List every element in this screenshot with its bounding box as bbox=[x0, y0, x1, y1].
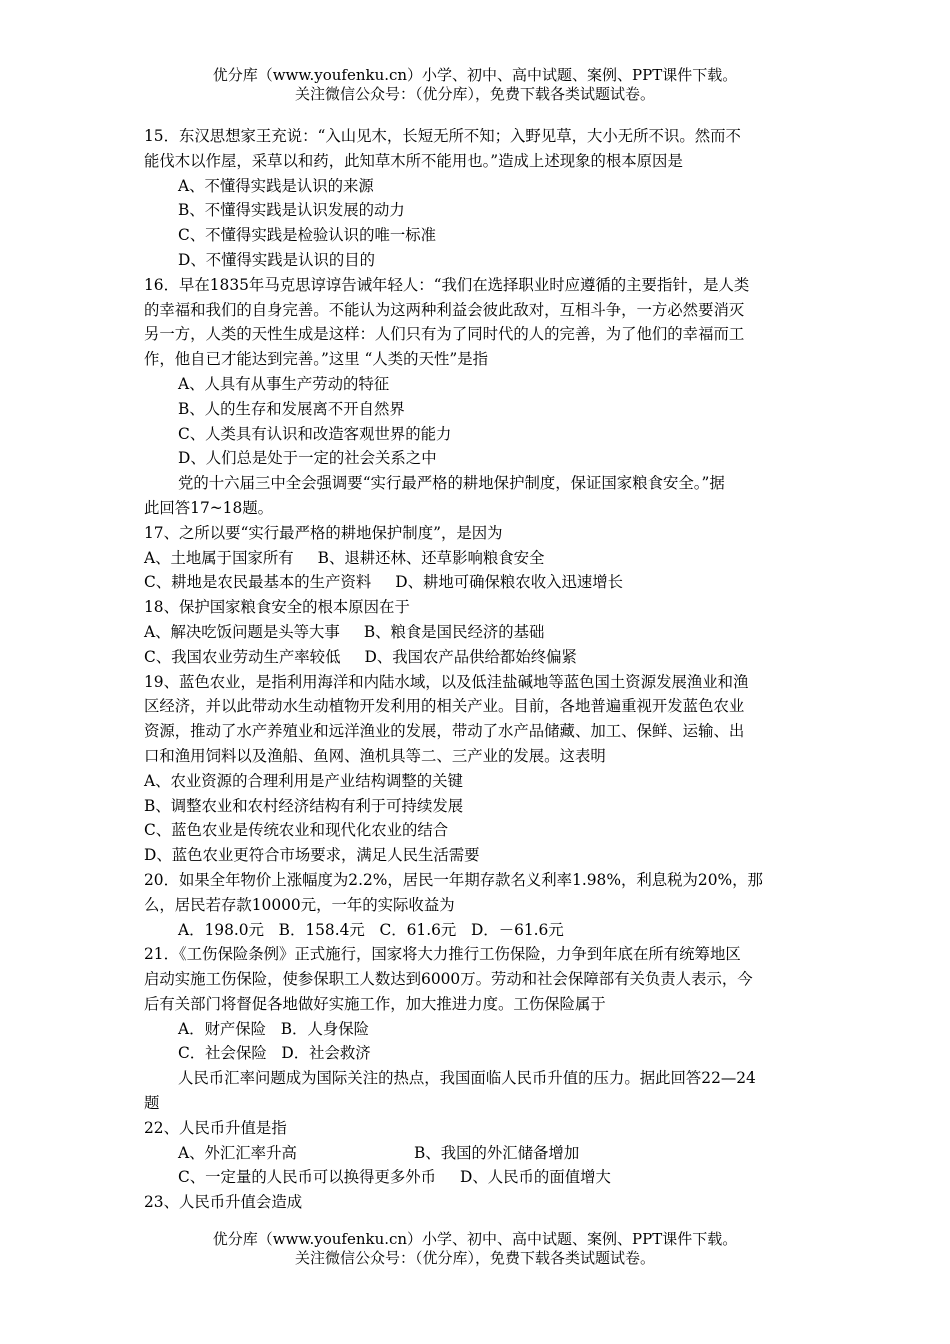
options-row: C．社会保险 D．社会救济 bbox=[178, 1044, 371, 1063]
page-footer bbox=[0, 1230, 950, 1268]
question-stem: 区经济，并以此带动水生动植物开发利用的相关产业。目前，各地普遍重视开发蓝色农业 bbox=[144, 697, 745, 716]
question-stem: 启动实施工伤保险，使参保职工人数达到6000万。劳动和社会保障部有关负责人表示，今 bbox=[144, 970, 753, 989]
question-stem: 16．早在1835年马克思谆谆告诫年轻人：“我们在选择职业时应遵循的主要指针，是人类 bbox=[144, 275, 750, 294]
question-stem: 23、人民币升值会造成 bbox=[144, 1193, 303, 1212]
header-line-2: 关注微信公众号：（优分库），免费下载各类试题试卷。 bbox=[294, 85, 655, 103]
question-stem: 资源，推动了水产养殖业和远洋渔业的发展，带动了水产品储藏、加工、保鲜、运输、出 bbox=[144, 722, 745, 741]
question-stem: 20．如果全年物价上涨幅度为2.2%，居民一年期存款名义利率1.98%，利息税为20%，那 bbox=[144, 870, 763, 889]
question-stem: 么，居民若存款10000元，一年的实际收益为 bbox=[144, 895, 455, 914]
question-stem: 口和渔用饲料以及渔船、鱼网、渔机具等二、三产业的发展。这表明 bbox=[144, 746, 606, 765]
question-stem: 的幸福和我们的自身完善。不能认为这两种利益会彼此敌对，互相斗争，一方必然要消灭 bbox=[144, 300, 745, 319]
options-row bbox=[144, 570, 806, 595]
option-d: D、蓝色农业更符合市场要求，满足人民生活需要 bbox=[144, 846, 480, 865]
question-stem: 15．东汉思想家王充说：“入山见木，长短无所不知；入野见草，大小无所不识。然而不 bbox=[144, 127, 741, 145]
option-d: D、不懂得实践是认识的目的 bbox=[178, 250, 376, 269]
option-b: B、粮食是国民经济的基础 bbox=[363, 622, 545, 641]
option-a: A、土地属于国家所有 bbox=[144, 548, 294, 567]
question-17 bbox=[144, 521, 806, 595]
option-c: C、我国农业劳动生产率较低 bbox=[144, 647, 341, 666]
footer-line-2: 关注微信公众号：（优分库），免费下载各类试题试卷。 bbox=[294, 1249, 655, 1267]
passage-text: 党的十六届三中全会强调要“实行最严格的耕地保护制度，保证国家粮食安全。”据 bbox=[178, 474, 725, 493]
question-20 bbox=[144, 868, 806, 942]
options-row bbox=[144, 1165, 806, 1190]
option-c: C、人类具有认识和改造客观世界的能力 bbox=[178, 424, 452, 443]
question-stem: 能伐木以作屋，采草以和药，此知草木所不能用也。”造成上述现象的根本原因是 bbox=[144, 151, 683, 170]
question-stem: 21．《工伤保险条例》正式施行，国家将大力推行工伤保险，力争到年底在所有统筹地区 bbox=[144, 945, 741, 964]
options-row bbox=[144, 1141, 806, 1166]
option-a: A、不懂得实践是认识的来源 bbox=[178, 176, 374, 195]
question-stem: 18、保护国家粮食安全的根本原因在于 bbox=[144, 598, 410, 617]
question-16 bbox=[144, 273, 806, 471]
options-row: A．财产保险 B．人身保险 bbox=[178, 1019, 370, 1038]
option-c: C、一定量的人民币可以换得更多外币 bbox=[178, 1168, 437, 1187]
option-b: B、我国的外汇储备增加 bbox=[414, 1143, 580, 1162]
passage-text: 人民币汇率问题成为国际关注的热点，我国面临人民币升值的压力。据此回答22—24 bbox=[178, 1069, 756, 1088]
question-stem: 19、蓝色农业，是指利用海洋和内陆水域，以及低洼盐碱地等蓝色国土资源发展渔业和渔 bbox=[144, 672, 749, 691]
question-stem: 另一方，人类的天性生成是这样：人们只有为了同时代的人的完善，为了他们的幸福而工 bbox=[144, 325, 745, 344]
passage-text: 此回答17~18题。 bbox=[144, 498, 274, 517]
option-b: B、调整农业和农村经济结构有利于可持续发展 bbox=[144, 796, 464, 815]
exam-content bbox=[144, 124, 806, 1215]
option-b: B、不懂得实践是认识发展的动力 bbox=[178, 201, 405, 220]
option-b: B、人的生存和发展离不开自然界 bbox=[178, 399, 405, 418]
question-18 bbox=[144, 595, 806, 669]
page-header bbox=[0, 66, 950, 104]
option-c: C、蓝色农业是传统农业和现代化农业的结合 bbox=[144, 821, 449, 840]
options-row bbox=[144, 620, 806, 645]
passage-22-24 bbox=[144, 1066, 806, 1116]
option-d: D、人们总是处于一定的社会关系之中 bbox=[178, 449, 437, 468]
question-15 bbox=[144, 124, 806, 273]
option-a: A、农业资源的合理利用是产业结构调整的关键 bbox=[144, 771, 463, 790]
question-21 bbox=[144, 942, 806, 1066]
option-d: D、人民币的面值增大 bbox=[460, 1168, 611, 1187]
question-stem: 22、人民币升值是指 bbox=[144, 1118, 287, 1137]
option-d: D、我国农产品供给都始终偏紧 bbox=[364, 647, 577, 666]
option-c: C、不懂得实践是检验认识的唯一标准 bbox=[178, 226, 437, 245]
option-a: A、解决吃饭问题是头等大事 bbox=[144, 622, 340, 641]
question-stem: 后有关部门将督促各地做好实施工作，加大推进力度。工伤保险属于 bbox=[144, 994, 606, 1013]
options-row: A．198.0元 B．158.4元 C．61.6元 D．－61.6元 bbox=[178, 920, 564, 939]
option-d: D、耕地可确保粮农收入迅速增长 bbox=[395, 573, 624, 592]
passage-text: 题 bbox=[144, 1094, 160, 1113]
question-19 bbox=[144, 670, 806, 868]
question-stem: 作，他自已才能达到完善。”这里 “人类的天性”是指 bbox=[144, 350, 489, 369]
option-c: C、耕地是农民最基本的生产资料 bbox=[144, 573, 372, 592]
question-23 bbox=[144, 1190, 806, 1215]
question-22 bbox=[144, 1116, 806, 1190]
question-stem: 17、之所以要“实行最严格的耕地保护制度”，是因为 bbox=[144, 523, 503, 542]
option-a: A、外汇汇率升高 bbox=[178, 1143, 297, 1162]
passage-17-18 bbox=[144, 471, 806, 521]
header-line-1: 优分库（www.youfenku.cn）小学、初中、高中试题、案例、PPT课件下载。 bbox=[212, 66, 738, 84]
options-row bbox=[144, 645, 806, 670]
footer-line-1: 优分库（www.youfenku.cn）小学、初中、高中试题、案例、PPT课件下载。 bbox=[212, 1230, 738, 1248]
option-a: A、人具有从事生产劳动的特征 bbox=[178, 374, 390, 393]
options-row bbox=[144, 546, 806, 571]
option-b: B、退耕还林、还草影响粮食安全 bbox=[317, 548, 545, 567]
